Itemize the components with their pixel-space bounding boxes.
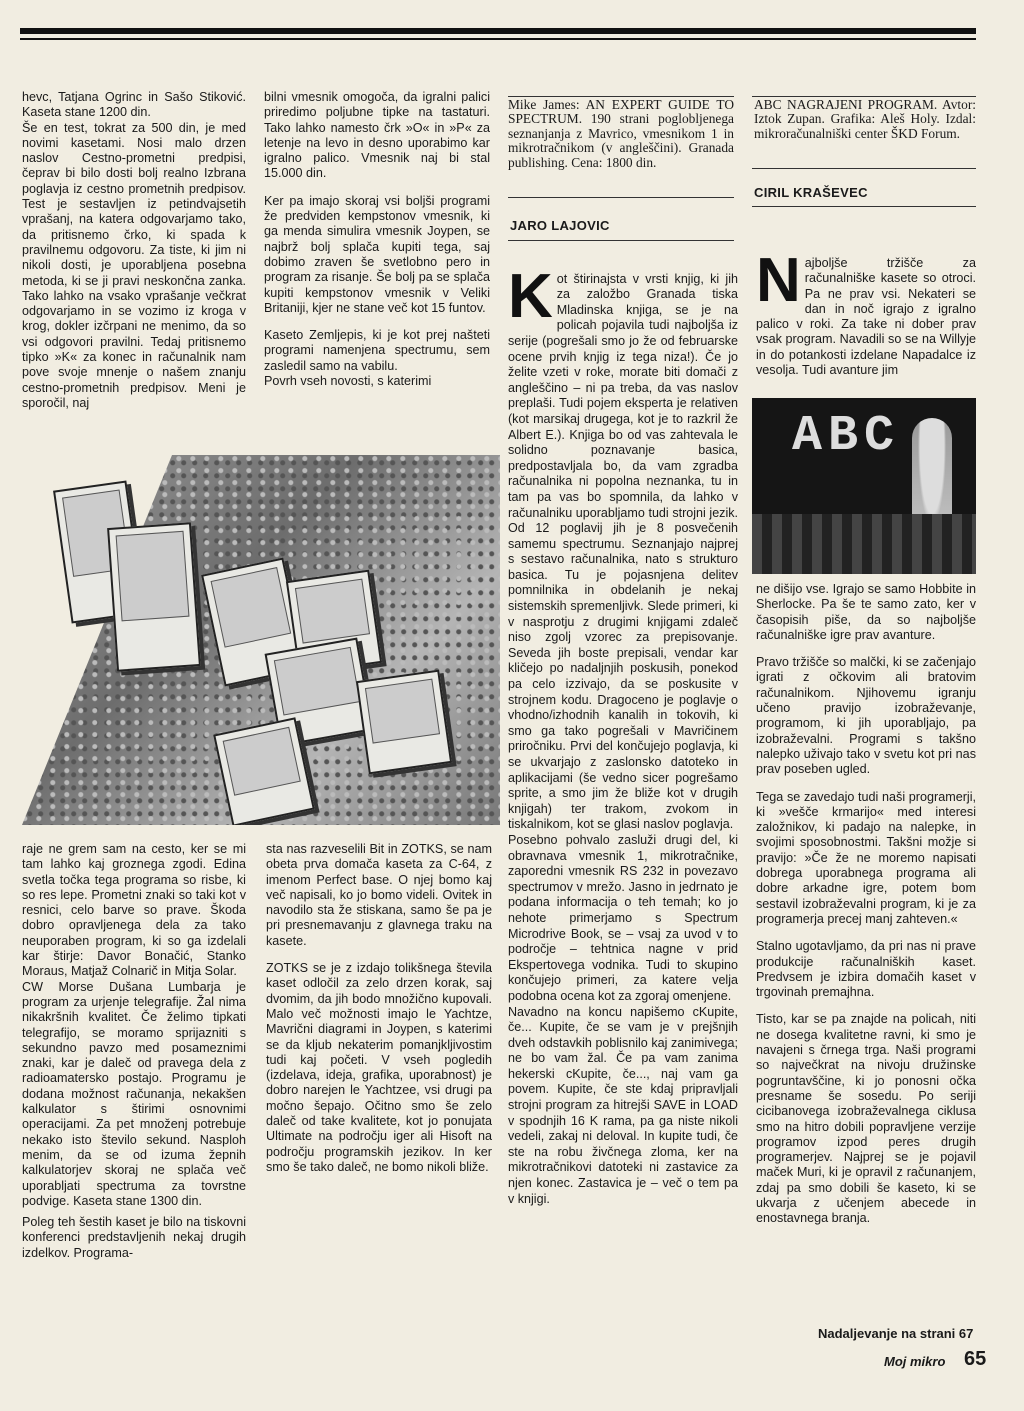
cassettes-photo xyxy=(22,455,500,825)
cassette-box xyxy=(107,522,201,672)
top-rule-thin xyxy=(20,38,976,40)
reference-rule-bottom xyxy=(508,197,734,198)
drop-cap-n: N xyxy=(756,246,801,315)
column-3-author: JARO LAJOVIC xyxy=(510,218,610,233)
paragraph: ne dišijo vse. Igrajo se samo Hobbite in Sherlocke. Pa še te samo zato, ker v časopisih piše, da so najboljše računalniške igre prav avanture. xyxy=(756,582,976,642)
column-2-bottom xyxy=(266,842,492,1187)
column-1-bottom xyxy=(22,842,246,1273)
column-4-reference: ABC NAGRAJENI PROGRAM. Avtor: Iztok Zupan. Grafika: Aleš Holy. Izdal: mikroračunalniški center ŠKD Forum. xyxy=(754,97,976,141)
author-rule xyxy=(508,240,734,241)
reference-rule-bottom xyxy=(752,168,976,169)
column-4-body-bottom xyxy=(756,582,976,1239)
paragraph: Poleg teh šestih kaset je bilo na tiskovni konferenci predstavljenih nekaj drugih izdelkov. Programa- xyxy=(22,1215,246,1260)
paragraph: raje ne grem sam na cesto, ker se mi tam lahko kaj groznega zgodi. Edina svetla točka tega programa so risbe, ki so res lepe. Prometni znaki so taki kot v resnici, celo barve so prave. Škoda dobro opravljenega dela za tako neuporaben program, ki so ga izdelali kar štirje: Davor Bonačić, Stanko Moraus, Matjaž Colnarič in Mitja Solar. CW Morse Dušana Lumbarja je program za urjenje telegrafije. Žal nima nikakršnih kvalitet. Če želimo tipkati telegrafijo, se moramo sprijazniti s sekundno pavzo med posameznimi znaki, kar je daleč od pravega dela z radioamatersko postajo. Programu je dodana možnost računanja, nekakšen kalkulator s štirimi osnovnimi operacijami. Za pet množenj potrebuje nekako isto število sekund. Nasploh menim, da se od izuma žepnih kalkulatorjev skoraj ne splača več uporabljati spectruma za tovrstne podvige. Kaseta stane 1300 din. xyxy=(22,842,246,1208)
paragraph: sta nas razveselili Bit in ZOTKS, se nam obeta prva domača kaseta za C-64, z imenom Perfect base. O njej bomo kaj več napisali, ko jo bomo videli. Ovitek in navodilo sta že stiskana, samo še pa je pri presnemavanju z glavnega traku na kasete. xyxy=(266,842,492,948)
column-1-top: hevc, Tatjana Ogrinc in Sašo Stiković. Kaseta stane 1200 din. Še en test, tokrat za 500 din, je med novimi kasetami. Nosi malo drzen naslov Cestno-prometni predpisi, čeprav bi bilo dosti bolj realno Izbrana poglavja iz cestno prometnih predpisov. Test je sestavljen iz petindvajsetih vprašanj, na katera odgovarjamo tako, da pritisnemo črko, ki spada k pravilnemu odgovoru. Za tiste, ki jim ni nikoli dosti, je uporabljena posebna metoda, ki se ji pravi neskončna zanka. Tako lahko na vsako vprašanje večkrat odgovarjamo in se vozimo iz kroga v krog, dokler izčrpani ne menimo, da so vsi odgovori pravilni. Tedaj pritisnemo tipko »K« za konec in računalnik nam pove svoje mnenje o našem znanju cestno-prometnih predpisov. Meni je sporočil, naj xyxy=(22,90,246,410)
paragraph: Stalno ugotavljamo, da pri nas ni prave produkcije računalniških kaset. Predvsem je izbira domačih kaset v trgovinah premajhna. xyxy=(756,939,976,1000)
paragraph: Pravo tržišče so malčki, ki se začenjajo igrati z očkovim ali bratovim računalnikom. Njihovemu igranju učeno pravijo izobraževanje, programom, ki jih uporabljajo, pa izobraževalni. Programi s takšno nalepko uživajo tako v svetu kot pri nas prav poseben ugled. xyxy=(756,655,976,777)
column-2-top xyxy=(264,90,490,401)
continued-note: Nadaljevanje na strani 67 xyxy=(818,1326,974,1341)
paragraph: Tisto, kar se pa znajde na policah, niti ne dosega kvalitetne ravni, ki smo je navajeni s črnega trga. Naši programi so največkrat na nivoju družinske pogruntavščine, ki jo ponosni očka presname še sosedu. Po seriji cicibanovega izobraževalnega ciklusa smo na hitro dobili popravljene verzije programov izpod peres drugih programerjev. Najprej se je pojavil maček Muri, ki je opravil z računanjem, zdaj pa smo dobili še kaseto, ki se ukvarja z učenjem abecede in enostavnega branja. xyxy=(756,1012,976,1226)
game-screenshot xyxy=(752,398,976,574)
paragraph: Ker pa imajo skoraj vsi boljši programi že predviden kempstonov vmesnik, ki ga menda simulira vmesnik Joypen, se najbrž bolj splača kupiti tega, saj dobimo zraven še svetlobno pero in program za risanje. Še bolj pa se splača kupiti kempstonov vmesnik v Veliki Britaniji, kjer ne stane več kot 15 funtov. xyxy=(264,193,490,315)
cassette-box xyxy=(356,670,452,775)
paragraph: Tega se zavedajo tudi naši programerji, ki »vešče krmarijo« med interesi založnikov, ki padajo na nalepke, in svojimi sposobnostmi. Takšni možje si pravijo: »Če že ne moremo napisati dobrega uporabnega programa ali dobre arkadne igre, potem bom sestavil izobraževalni program, ki je za programerja precej manj zahteven.« xyxy=(756,789,976,926)
article-text: ot štirinajsta v vrsti knjig, ki jih za založbo Granada tiska Mladinska knjiga, se je na policah pojavila tudi najboljša iz serije (pogrešali smo jo že od februarske ocene prvih knjig iz tega niza!). Če jo želite vzeti v roke, morate biti domači z angleščino – ni pa treba, da vas naslov preplaši. Tudi pojem eksperta je relativen (kot marsikaj drugega, kot je to razkril že Albert E.). Knjiga bo od vas zahtevala le solidno poznavanje basica, predpostavljala bo, da vam zgradba računalnika ni popolna neznanka, tu in tam pa vas bo spomnila, da lahko v računalniku uporabljamo tudi strojni jezik. Od 12 poglavij jih je 8 posvečenih samemu spectrumu. Seznanjajo najprej s sestavo računalnika, nato s strukturo basica. Tu je pojasnjena delitev pomnilnika in obdelanih je nekaj sistemskih spremenljivk. Slede primeri, ki v nasprotju z drugimi knjigami zdaleč niso zgolj vzorec za prepisovanje. Seveda jih boste prepisali, vendar kar kličejo po nadaljnjih poskusih, ponekod pa celo izzivajo, da se poskusite v strojnem kodu. Dragoceno je poglavje o vhodno/izhodnih kanalih in tokovih, ki smo ga tako pogrešali v Mavričinem priročniku. Prvi del končujejo poglavja, ki se ukvarjajo z zaslonsko datoteko in aplikacijami (še vedno sicer pogrešamo sprite, a smo jim že bliže kot v drugih knjigah) ter trakom, zvokom in tiskalnikom, kot se glasi naslov poglavja. Posebno pohvalo zasluži drugi del, ki obravnava vmesnik 1, mikrotračnike, zaporedni vmesnik RS 232 in povezavo spectrumov v mrežo. Jasno in jedrnato je podana informacija o teh temah; ko jo nehote primerjamo s Spectrum Microdrive Book, se – vsaj za uvod v to področje – tehtnica nagne v prid Ekspertovega vodnika. Tudi to skupino končujejo primeri, za katere velja podobna ocena kot za zgoraj omenjene. Navadno na koncu napišemo cKupite, če... Kupite, če se vam je v prejšnjih dveh odstavkih poblisnilo kaj zanimivega; ne bo vam žal. Če pa vam zanima hekerski cKupite, če..., naj vam ga povem. Kupite, če ste kdaj pripravljali strojni program za hitrejši SAVE in LOAD v spodnjih 16 K rama, pa ga niste nikoli vedeli, zakaj ni deloval. In kupite tudi, če ste na robu živčnega zloma, ker na mikrotračnikovi datoteki ni zastavice za njen konec. Zastavica je – več o tem pa v knjigi. xyxy=(508,271,738,1206)
author-rule xyxy=(752,206,976,207)
column-3-reference: Mike James: AN EXPERT GUIDE TO SPECTRUM. 190 strani poglobljenega seznanjanja z Mavrico, vmesnikom 1 in mikrotračnikom (v angleščini). Granada publishing. Cena: 1800 din. xyxy=(508,97,734,170)
screen-floor xyxy=(752,514,976,574)
paragraph: Kaseto Zemljepis, ki je kot prej našteti programi namenjena spectrumu, sem zasledil samo na vabilu. Povrh vseh novosti, s katerimi xyxy=(264,328,490,389)
paragraph: bilni vmesnik omogoča, da igralni palici priredimo poljubne tipke na tastaturi. Tako lahko namesto črk »O« in »P« za letenje na levo in desno uporabimo kar igralno palico. Vmesnik naj bi stal 15.000 din. xyxy=(264,90,490,181)
paragraph: ZOTKS se je z izdajo tolikšnega števila kaset odločil za zelo drzen korak, saj dvomim, da jih bodo množično kupovali. Malo več možnosti imajo le Yachtze, Mavrični diagrami in Joypen, s katerimi se da kljub nekaterim pomanjkljivostim tudi kaj početi. V vseh pogledih (izdelava, ideja, grafika, uporabnost) je dobro narejen le Yachtzee, vsi drugi pa močno šepajo. Očitno smo še zelo daleč od take kvalitete, kot jo ponujata Ultimate na področju iger ali Hisoft na področju programskih jezikov. In ker smo še tako daleč, ne bomo nikoli bliže. xyxy=(266,961,492,1174)
column-4-body-top xyxy=(756,246,976,378)
magazine-name: Moj mikro xyxy=(884,1354,946,1369)
screen-abc-letters: ABC xyxy=(792,408,901,465)
page-number: 65 xyxy=(964,1348,987,1370)
article-text: ajboljše tržišče za računalniške kasete so otroci. Pa ne prav vsi. Nekateri se dan in noč igrajo z igralno palico v roki. Za take ni dober prav vsak program. Navadili so se na Willyje in do potankosti izdelane Napadalce iz vesolja. Tudi avanture jim xyxy=(756,256,976,378)
column-4-author: CIRIL KRAŠEVEC xyxy=(754,185,868,200)
drop-cap-k: K xyxy=(508,261,553,331)
top-rule-thick xyxy=(20,28,976,34)
column-3-body xyxy=(508,256,738,1207)
